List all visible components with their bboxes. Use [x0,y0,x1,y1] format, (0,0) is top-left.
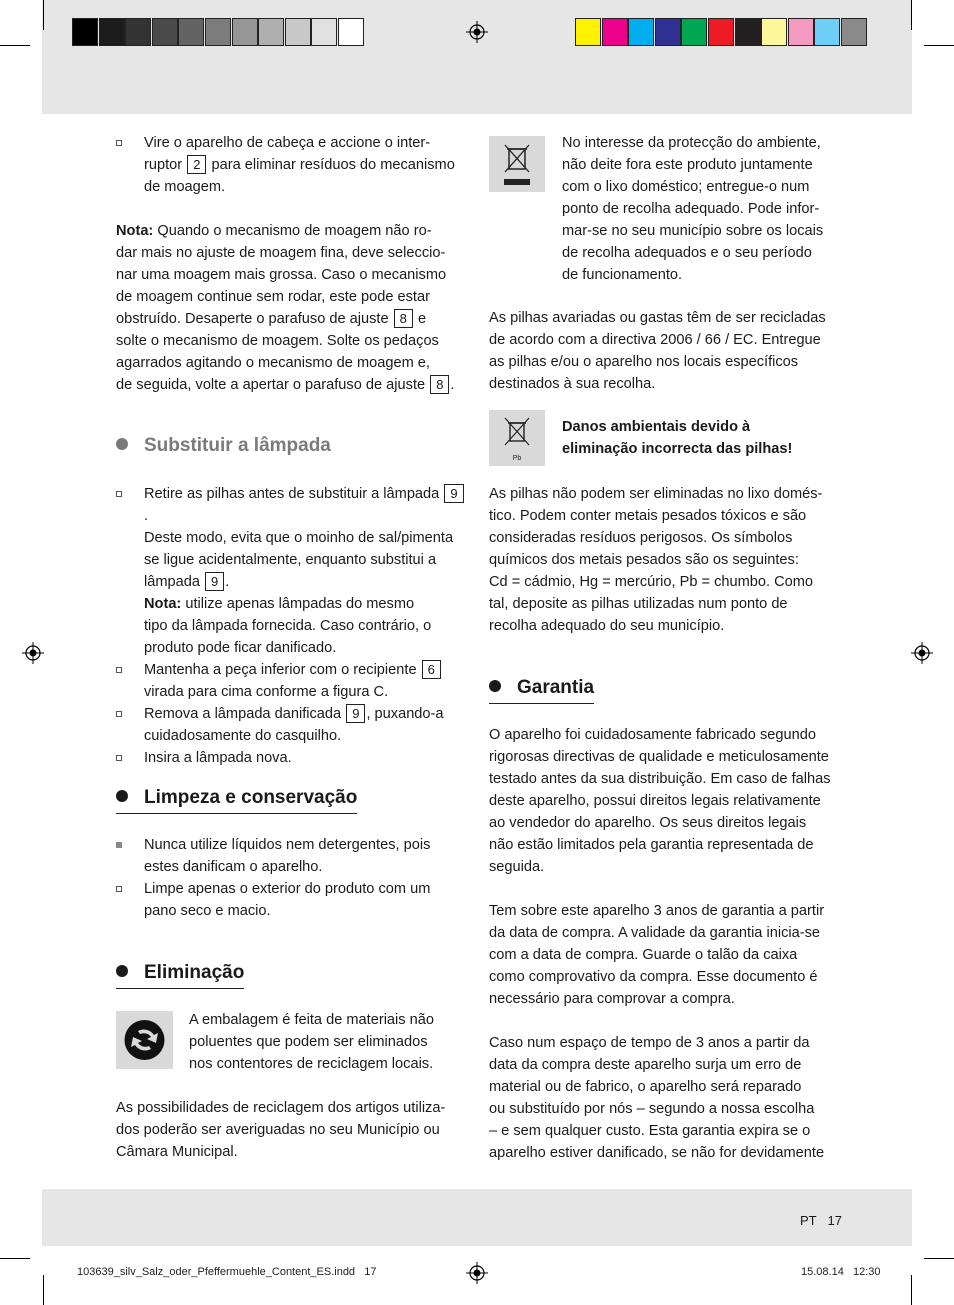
registration-mark-icon [22,642,44,664]
list-item: Vire o aparelho de cabeça e accione o inter- ruptor 2 para eliminar resíduos do mecanismo de moagem. [116,132,468,198]
cleaning-steps [116,834,468,922]
list-item: Retire as pilhas antes de substituir a lâmpada 9. Deste modo, evita que o moinho de sal/pimenta se ligue acidentalmente, enquanto substitui a lâmpada 9 . Nota: utilize apenas lâmpadas do mesmo tipo da lâmpada fornecida. Caso contrário, o produto pode ficar danificado. [116,483,468,659]
color-swatch [575,18,601,46]
color-swatch [311,18,337,46]
left-column [116,132,468,396]
list-item: Mantenha a peça inferior com o recipiente 6 virada para cima conforme a figura C. [116,659,468,703]
color-swatch [232,18,258,46]
weee-text: No interesse da protecção do ambiente, não deite fora este produto juntamente com o lixo doméstico; entregue-o num ponto de recolha adequado. Pode infor- mar-se no seu município sobre os locais de recolha adequados e o seu período de funcionamento. [562,135,824,283]
bullet-icon [116,711,122,717]
color-swatch [258,18,284,46]
section-heading: Limpeza e conservação [116,786,357,814]
recycling-paragraph: As possibilidades de reciclagem dos artigos utiliza- dos poderão ser averiguadas no seu Município ou Câmara Municipal. [116,1100,446,1160]
slug-timestamp: 15.08.14 12:30 [801,1266,881,1278]
color-swatch [655,18,681,46]
warranty-text: O aparelho foi cuidadosamente fabricado segundo rigorosas directivas de qualidade e meticulosamente testado antes da sua distribuição. Em caso de falhas deste aparelho, possui direitos legais relativamente ao vendedor do aparelho. Os seus direitos legais não estão limitados pela garantia representada de seguida. Tem sobre este aparelho 3 anos de garantia a partir da data de compra. A validade da garantia inicia-se com a data de compra. Guarde o talão da caixa como comprovativo da compra. Esse documento é necessário para comprovar a compra. Caso num espaço de tempo de 3 anos a partir da data da compra deste aparelho surja um erro de material ou de fabrico, o aparelho será reparado ou substituído por nós – segundo a nossa escolha – e sem qualquer custo. Esta garantia expira se o aparelho estiver danificado, se não for devidamente [489,727,831,1161]
list-item: Nunca utilize líquidos nem detergentes, pois estes danificam o aparelho. [116,834,468,878]
crop-mark [911,0,912,30]
bullet-icon [116,667,122,673]
section-heading: Garantia [489,676,594,704]
recycling-icon [116,1011,173,1069]
page-number: PT 17 [800,1213,842,1228]
registration-mark-icon [466,21,488,43]
color-swatch [681,18,707,46]
heavy-metals-paragraph: As pilhas não podem ser eliminadas no lixo domés- tico. Podem conter metais pesados tóxicos e são consideradas resíduos perigosos. Os símbolos químicos dos metais pesados são os seguintes: Cd = cádmio, Hg = mercúrio, Pb = chumbo. Como tal, deposite as pilhas utilizadas num ponto de recolha adequado do seu município. [489,486,823,634]
heading-bullet-icon [489,680,501,692]
battery-bin-icon [489,410,545,466]
crop-mark [924,1258,954,1259]
crop-mark [43,0,44,30]
wheelie-bin-icon [489,136,545,192]
heading-bullet-icon [116,438,128,450]
bullet-icon [116,842,122,848]
color-swatch [788,18,814,46]
list-item: Limpe apenas o exterior do produto com um pano seco e macio. [116,878,468,922]
color-swatch [205,18,231,46]
color-swatch [602,18,628,46]
color-swatch [708,18,734,46]
crop-mark [911,1275,912,1305]
color-swatch [735,18,761,46]
bullet-icon [116,140,122,146]
list-item: Remova a lâmpada danificada 9 , puxando-a cuidadosamente do casquilho. [116,703,468,747]
color-swatch [99,18,125,46]
bullet-icon [116,491,122,497]
lamp-steps [116,483,468,769]
slug-filename: 103639_silv_Salz_oder_Pfeffermuehle_Content_ES.indd 17 [77,1266,377,1278]
registration-mark-icon [466,1262,488,1284]
registration-mark-icon [911,642,933,664]
note-paragraph: Nota: Quando o mecanismo de moagem não ro- dar mais no ajuste de moagem fina, deve seleccio- nar uma moagem mais grossa. Caso o mecanismo de moagem continue sem rodar, este pode estar obstruído. Desaperte o parafuso de ajuste 8 e solte o mecanismo de moagem. Solte os pedaços agarrados agitando o mecanismo de moagem e, de seguida, volte a apertar o parafuso de ajuste 8 . [116,223,455,393]
color-swatch [125,18,151,46]
section-heading: Substituir a lâmpada [116,434,331,461]
color-swatch [285,18,311,46]
battery-warning: Danos ambientais devido à eliminação incorrecta das pilhas! [562,419,793,457]
heading-bullet-icon [116,965,128,977]
color-swatch [814,18,840,46]
bullet-icon [116,886,122,892]
packaging-text: A embalagem é feita de materiais não poluentes que podem ser eliminados nos contentores de reciclagem locais. [189,1012,434,1072]
color-swatch [841,18,867,46]
crop-mark [0,45,30,46]
footer-band [42,1189,912,1246]
color-swatch [628,18,654,46]
pb-label: Pb [512,455,522,462]
crop-mark [924,45,954,46]
color-swatch [152,18,178,46]
crop-mark [43,1275,44,1305]
battery-paragraph: As pilhas avariadas ou gastas têm de ser recicladas de acordo com a directiva 2006 / 66 / EC. Entregue as pilhas e/ou o aparelho nos locais específicos destinados à sua recolha. [489,310,826,392]
section-heading: Eliminação [116,961,244,989]
crop-mark [0,1258,30,1259]
color-swatch [178,18,204,46]
color-swatch [72,18,98,46]
list-item: Insira a lâmpada nova. [116,747,468,769]
color-swatch [338,18,364,46]
heading-bullet-icon [116,790,128,802]
bullet-icon [116,755,122,761]
color-swatch [761,18,787,46]
